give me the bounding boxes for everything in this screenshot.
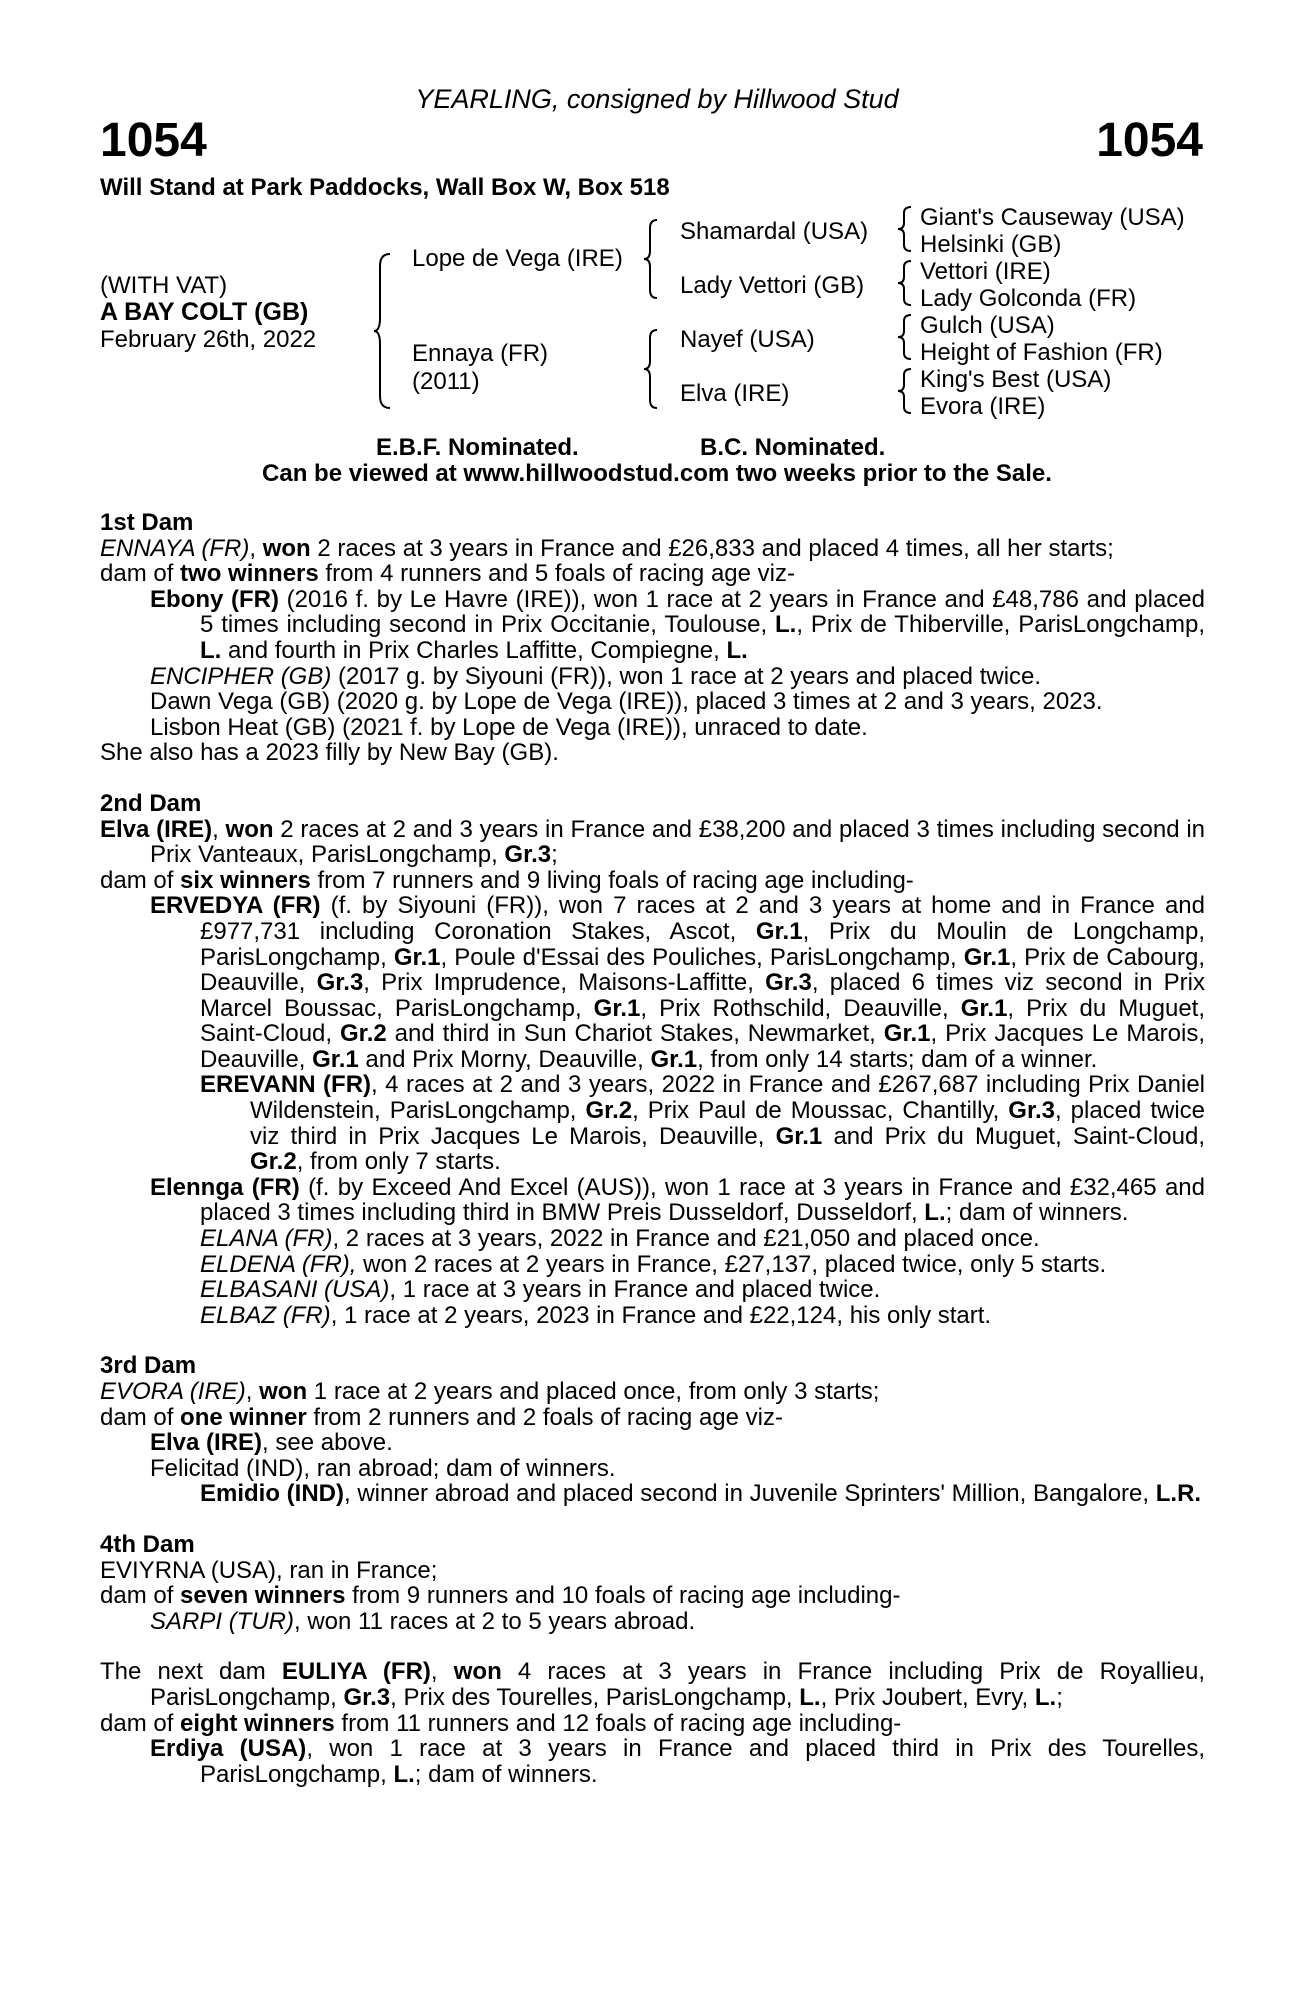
produce-entry: ELBASANI (USA), 1 race at 3 years in France and placed twice. bbox=[200, 1276, 881, 1304]
dam-name: Ennaya (FR) bbox=[412, 340, 549, 367]
dam-summary: dam of eight winners from 11 runners and 12 foals of racing age including- bbox=[100, 1709, 902, 1737]
produce-entry: Ebony (FR) (2016 f. by Le Havre (IRE)), won 1 race at 2 years in France and £48,786 and placed 5 times including second in Prix Occitanie, Toulouse, L., Prix de Thiberville, ParisLongchamp, L. and fourth in Prix Charles Laffitte, Compiegne, L. bbox=[150, 585, 1206, 664]
dam-record: EVORA (IRE), won 1 race at 2 years and placed once, from only 3 starts; bbox=[100, 1378, 880, 1405]
produce-entry: Dawn Vega (GB) (2020 g. by Lope de Vega (IRE)), placed 3 times at 2 and 3 years, 2023. bbox=[150, 688, 1103, 716]
consignor-line: YEARLING, consigned by Hillwood Stud bbox=[415, 84, 899, 114]
produce-record bbox=[100, 510, 1205, 1812]
granddam-line-6: Height of Fashion (FR) bbox=[920, 339, 1163, 366]
section-title: 3rd Dam bbox=[100, 1352, 197, 1380]
horse-name: A BAY COLT (GB) bbox=[100, 298, 309, 326]
dam-dam: Elva (IRE) bbox=[680, 380, 790, 407]
second-dam-section bbox=[100, 791, 1205, 1328]
foaling-date: February 26th, 2022 bbox=[100, 326, 317, 353]
produce-entry: ERVEDYA (FR) (f. by Siyouni (FR)), won 7 races at 2 and 3 years at home and in France and £977,731 including Coronation Stakes, Ascot, Gr.1, Prix du Moulin de Longchamp, ParisLongchamp, Gr.1, Poule d'Essai des Pouliches, ParisLongchamp, Gr.1, Prix de Cabourg, Deauville, Gr.3, Prix Imprudence, Maisons-Laffitte, Gr.3, placed 6 times viz second in Prix Marcel Boussac, ParisLongchamp, Gr.1, Prix Rothschild, Deauville, Gr.1, Prix du Muguet, Saint-Cloud, Gr.2 and third in Sun Chariot Stakes, Newmarket, Gr.1, Prix Jacques Le Marois, Deauville, Gr.1 and Prix Morny, Deauville, Gr.1, from only 14 starts; dam of a winner. bbox=[150, 892, 1206, 1073]
section-title: 1st Dam bbox=[100, 509, 194, 536]
sire-dam: Lady Vettori (GB) bbox=[680, 272, 865, 299]
vat-label: (WITH VAT) bbox=[100, 272, 228, 299]
ebf-note: E.B.F. Nominated. bbox=[376, 434, 579, 461]
produce-entry: Felicitad (IND), ran abroad; dam of winners. bbox=[150, 1454, 616, 1482]
produce-entry: Lisbon Heat (GB) (2021 f. by Lope de Vega (IRE)), unraced to date. bbox=[150, 713, 868, 741]
g-brace-1 bbox=[896, 205, 914, 253]
dam-brace bbox=[642, 328, 660, 410]
lot-number-right: 1054 bbox=[1096, 114, 1203, 167]
pedigree-brace bbox=[372, 252, 394, 410]
first-dam-section bbox=[100, 510, 1205, 766]
sire-name: Lope de Vega (IRE) bbox=[412, 245, 623, 272]
granddam-line-7: King's Best (USA) bbox=[920, 366, 1112, 393]
granddam-line-1: Giant's Causeway (USA) bbox=[920, 204, 1185, 231]
next-dam-section bbox=[100, 1659, 1205, 1787]
produce-entry: Elva (IRE), see above. bbox=[150, 1429, 393, 1457]
granddam-line-4: Lady Golconda (FR) bbox=[920, 285, 1137, 312]
produce-entry: ENCIPHER (GB) (2017 g. by Siyouni (FR)), won 1 race at 2 years and placed twice. bbox=[150, 662, 1042, 690]
dam-summary: dam of two winners from 4 runners and 5 foals of racing age viz- bbox=[100, 560, 795, 588]
produce-entry: ELDENA (FR), won 2 races at 2 years in France, £27,137, placed twice, only 5 starts. bbox=[200, 1250, 1107, 1278]
granddam-line-5: Gulch (USA) bbox=[920, 312, 1055, 339]
third-dam-section bbox=[100, 1353, 1205, 1507]
g-brace-2 bbox=[896, 259, 914, 307]
sire-brace bbox=[642, 218, 660, 300]
produce-entry: EREVANN (FR), 4 races at 2 and 3 years, 2022 in France and £267,687 including Prix Daniel Wildenstein, ParisLongchamp, Gr.2, Prix Paul de Moussac, Chantilly, Gr.3, placed twice viz third in Prix Jacques Le Marois, Deauville, Gr.1 and Prix du Muguet, Saint-Cloud, Gr.2, from only 7 starts. bbox=[200, 1071, 1206, 1176]
sire-sire: Shamardal (USA) bbox=[680, 218, 869, 245]
produce-entry: ELANA (FR), 2 races at 3 years, 2022 in France and £21,050 and placed once. bbox=[200, 1225, 1040, 1253]
viewing-note: Can be viewed at www.hillwoodstud.com two weeks prior to the Sale. bbox=[262, 460, 1052, 487]
fourth-dam-section bbox=[100, 1532, 1205, 1634]
granddam-line-3: Vettori (IRE) bbox=[920, 258, 1051, 285]
dam-record: ENNAYA (FR), won 2 races at 3 years in France and £26,833 and placed 4 times, all her starts; bbox=[100, 534, 1114, 562]
produce-entry: She also has a 2023 filly by New Bay (GB). bbox=[100, 739, 559, 767]
granddam-line-2: Helsinki (GB) bbox=[920, 231, 1062, 258]
dam-summary: dam of seven winners from 9 runners and 10 foals of racing age including- bbox=[100, 1582, 901, 1610]
produce-entry: Emidio (IND), winner abroad and placed second in Juvenile Sprinters' Million, Bangalore, L.R. bbox=[200, 1480, 1202, 1508]
section-title: 4th Dam bbox=[100, 1530, 195, 1558]
produce-entry: SARPI (TUR), won 11 races at 2 to 5 years abroad. bbox=[150, 1607, 696, 1635]
dam-record: Elva (IRE), won 2 races at 2 and 3 years in France and £38,200 and placed 3 times including second in Prix Vanteaux, ParisLongchamp, Gr.3; bbox=[100, 815, 1205, 869]
g-brace-4 bbox=[896, 367, 914, 415]
produce-entry: Erdiya (USA), won 1 race at 3 years in France and placed third in Prix des Tourelles, ParisLongchamp, L.; dam of winners. bbox=[150, 1735, 1205, 1788]
produce-entry: Elennga (FR) (f. by Exceed And Excel (AUS)), won 1 race at 3 years in France and £32,465 and placed 3 times including third in BMW Preis Dusseldorf, Dusseldorf, L.; dam of winners. bbox=[150, 1173, 1206, 1227]
section-title: 2nd Dam bbox=[100, 789, 202, 817]
dam-summary: dam of six winners from 7 runners and 9 living foals of racing age including- bbox=[100, 866, 914, 894]
granddam-line-8: Evora (IRE) bbox=[920, 393, 1046, 420]
dam-year: (2011) bbox=[412, 368, 480, 395]
dam-record: The next dam EULIYA (FR), won 4 races at 3 years in France including Prix de Royallieu, ParisLongchamp, Gr.3, Prix des Tourelles, ParisLongchamp, L., Prix Joubert, Evry, L.; bbox=[100, 1658, 1205, 1711]
dam-record: EVIYRNA (USA), ran in France; bbox=[100, 1556, 438, 1584]
dam-sire: Nayef (USA) bbox=[680, 326, 815, 353]
bc-note: B.C. Nominated. bbox=[700, 434, 886, 461]
dam-summary: dam of one winner from 2 runners and 2 foals of racing age viz- bbox=[100, 1403, 783, 1431]
g-brace-3 bbox=[896, 313, 914, 361]
stable-location: Will Stand at Park Paddocks, Wall Box W, Box 518 bbox=[100, 174, 670, 201]
produce-entry: ELBAZ (FR), 1 race at 2 years, 2023 in France and £22,124, his only start. bbox=[200, 1301, 992, 1329]
lot-number-left: 1054 bbox=[100, 114, 207, 167]
